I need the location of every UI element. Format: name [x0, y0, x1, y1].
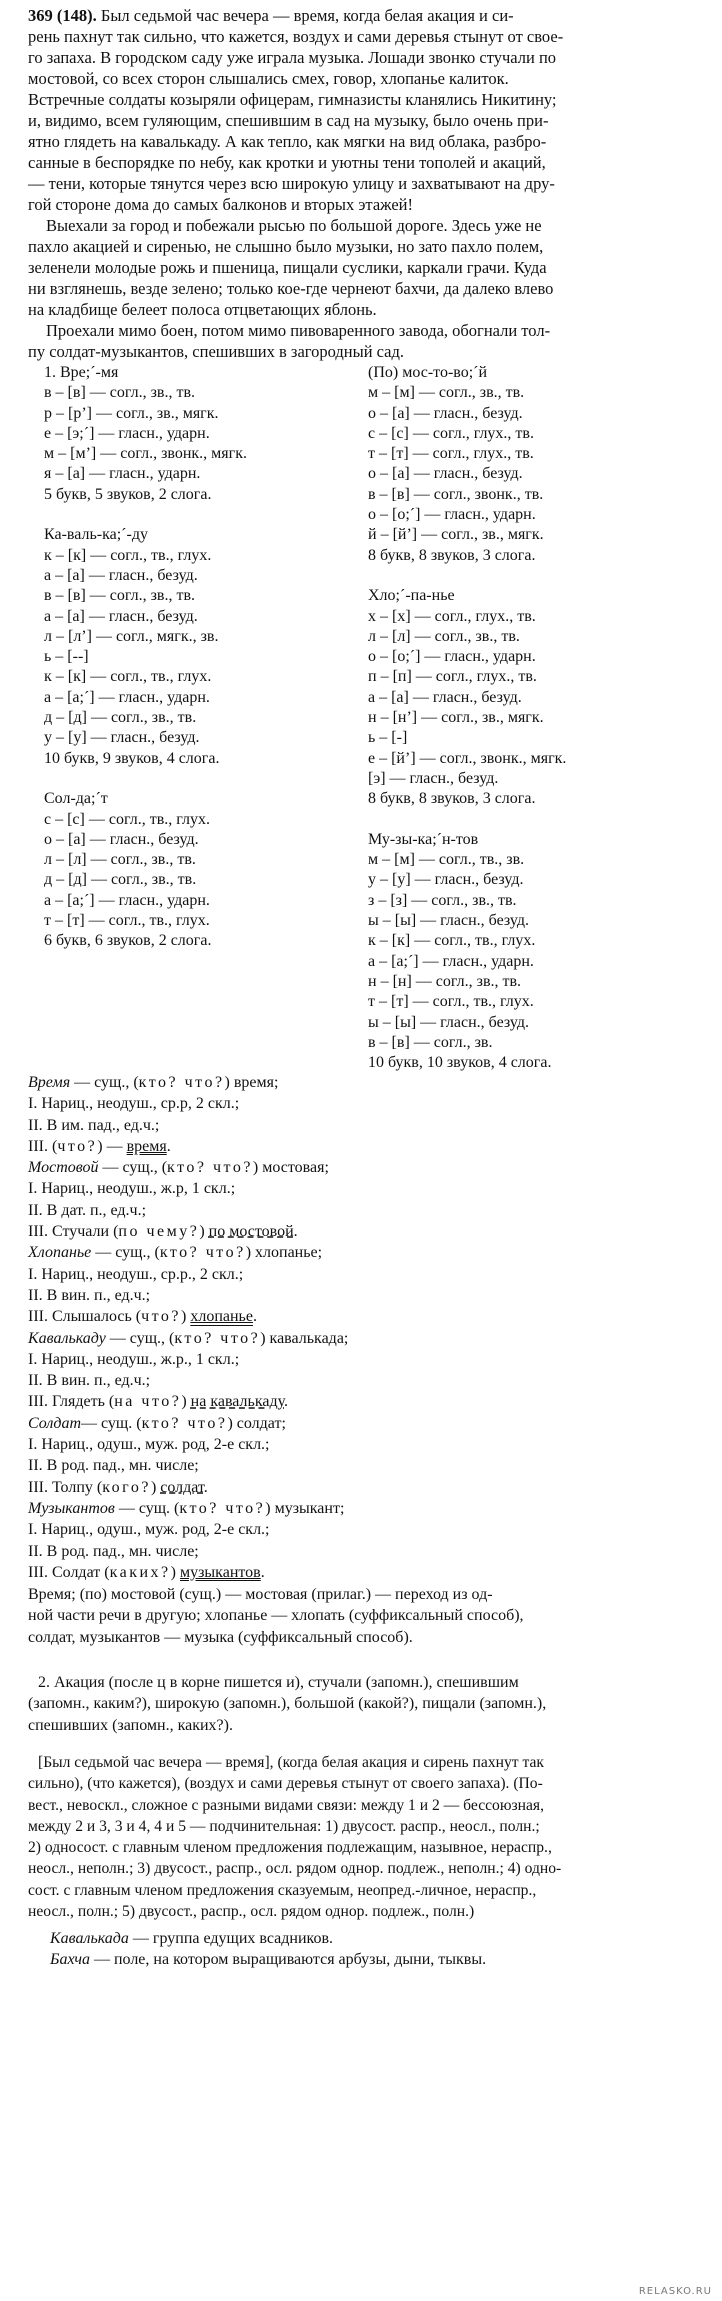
phonetic-line: 8 букв, 8 звуков, 3 слога. [368, 546, 536, 564]
text-line: солдат, музыкантов — музыка (суффиксальный способ). [28, 1628, 413, 1646]
text-line: сост. с главным членом предложения сказуемым, неопред.-личное, нераспр., [28, 1881, 537, 1899]
text-line: Проехали мимо боен, потом мимо пивоваренного завода, обогнали тол- [46, 321, 551, 340]
definition-bakhcha [50, 1949, 720, 1970]
text-line: ни взглянешь, везде зелено; только кое-где чернеют бахчи, да далеко влево [28, 279, 554, 298]
morph-word: Хлопанье [28, 1244, 92, 1262]
morph-text: — сущ. ( [114, 1499, 180, 1517]
phonetic-line: р – [р’] — согл., зв., мягк. [44, 404, 219, 422]
phonetic-line: Му-зы-ка;´н-тов [368, 830, 479, 848]
phonetic-line: д – [д] — согл., зв., тв. [44, 709, 197, 727]
phonetic-line: 10 букв, 10 звуков, 4 слога. [368, 1054, 552, 1072]
morph-text: ) [181, 1393, 191, 1411]
phonetic-line [368, 810, 698, 830]
morph-text: ) [170, 1563, 180, 1581]
morphology-section [28, 1072, 698, 1583]
morph-text: — сущ., ( [70, 1074, 139, 1091]
text-line: и, видимо, всем гуляющим, спешившим в сад на музыку, было очень при- [28, 111, 549, 130]
phonetic-line: у – [у] — гласн., безуд. [44, 729, 200, 747]
phonetic-line: я – [а] — гласн., ударн. [44, 465, 201, 483]
phonetic-line: 1. Вре;´-мя [44, 364, 119, 381]
phonetic-line: е – [й’] — согл., звонк., мягк. [368, 749, 567, 767]
morph-word: Кавалькаду [28, 1329, 106, 1347]
phonetic-line: т – [т] — согл., глух., тв. [368, 445, 534, 463]
morph-line: II. В род. пад., мн. числе; [28, 1542, 199, 1560]
morph-question: кого? [102, 1478, 151, 1496]
phonetic-line: ы – [ы] — гласн., безуд. [368, 1013, 529, 1031]
morph-text: III. ( [28, 1137, 58, 1155]
morph-line: I. Нариц., неодуш., ж.р, 1 скл.; [28, 1180, 236, 1198]
morph-word-khlopanie [28, 1242, 698, 1263]
phonetic-line: с – [с] — согл., тв., глух. [44, 810, 210, 828]
phonetic-line: а – [а;´] — гласн., ударн. [44, 688, 210, 706]
morph-word: Время [28, 1074, 71, 1091]
morph-underlined: музыкантов [179, 1563, 261, 1581]
morph-underlined: по мостовой [208, 1223, 294, 1241]
phonetic-line: д – [д] — согл., зв., тв. [44, 871, 197, 889]
morph-line: I. Нариц., одуш., муж. род, 2-е скл.; [28, 1521, 270, 1539]
text-line: зеленели молодые рожь и пшеница, пищали суслики, каркали грачи. Куда [28, 258, 547, 277]
phonetic-line: 10 букв, 9 звуков, 4 слога. [44, 749, 220, 767]
morph-line: II. В вин. п., ед.ч.; [28, 1372, 151, 1390]
morph-text: . [284, 1393, 288, 1411]
morph-text: ) [199, 1223, 209, 1241]
text-line: — тени, которые тянутся через всю широкую улицу и захватывают на дру- [28, 174, 555, 193]
text-line [28, 5, 694, 26]
morph-word: Солдат [28, 1414, 82, 1432]
phonetic-line: з – [з] — согл., зв., тв. [368, 891, 517, 909]
morph-text: III. Толпу ( [28, 1478, 103, 1496]
phonetic-line: й – [й’] — согл., зв., мягк. [368, 526, 544, 544]
text-line: между 2 и 3, 3 и 4, 4 и 5 — подчинительная: 1) двусост. распр., неосл., полн.; [28, 1817, 540, 1835]
morph-text: — сущ., ( [91, 1244, 160, 1262]
text-line: пахло акацией и сиренью, не слышно было музыки, но зато пахло полем, [28, 237, 544, 256]
derivation-section [28, 1584, 694, 1648]
morph-question: кто? что? [174, 1329, 261, 1347]
morph-line: II. В дат. п., ед.ч.; [28, 1201, 147, 1219]
phonetic-line: ь – [-] [368, 729, 408, 747]
morph-underlined: время [126, 1137, 167, 1155]
morph-text: — сущ., ( [98, 1159, 168, 1177]
text-line: рень пахнут так сильно, что кажется, воздух и сами деревья стынут от свое- [28, 27, 564, 46]
phonetic-line: л – [л’] — согл., мягк., зв. [44, 627, 219, 645]
phonetic-line: ы – [ы] — гласн., безуд. [368, 912, 529, 930]
morph-question: кто? что? [159, 1244, 246, 1262]
phonetic-line: в – [в] — согл., зв., тв. [44, 384, 196, 402]
morph-underlined: на кавалькаду [190, 1393, 284, 1411]
watermark: RELASKO.RU [638, 2286, 712, 2297]
phonetic-line: к – [к] — согл., тв., глух. [44, 668, 212, 686]
text-line: ятно глядеть на кавалькаду. А как тепло, как мягки на вид облака, разбро- [28, 132, 547, 151]
morph-line: II. В им. пад., ед.ч.; [28, 1116, 160, 1134]
phonetic-line: х – [х] — согл., глух., тв. [368, 607, 536, 625]
phonetic-line: т – [т] — согл., тв., глух. [44, 912, 210, 930]
morph-text: III. Слышалось ( [28, 1308, 142, 1326]
morph-line [28, 1306, 698, 1327]
morph-text: . [260, 1563, 265, 1581]
morph-line [28, 1221, 698, 1242]
phonetic-line: Ка-валь-ка;´-ду [44, 526, 148, 544]
phonetic-left-column [44, 363, 364, 952]
definitions [50, 1928, 720, 1971]
morph-word-soldat [28, 1413, 698, 1434]
text-line: Время; (по) мостовой (сущ.) — мостовая (прилаг.) — переход из од- [28, 1586, 493, 1603]
morph-question: что? [141, 1308, 181, 1326]
text-line: Встречные солдаты козыряли офицерам, гимназисты кланялись Никитину; [28, 90, 557, 109]
phonetic-line: о – [а] — гласн., безуд. [368, 404, 523, 422]
morph-text: III. Глядеть ( [28, 1393, 115, 1411]
morph-question: на что? [114, 1393, 182, 1411]
phonetic-line: м – [м] — согл., тв., зв. [368, 851, 525, 869]
text-line: неосл., полн.; 5) двусост., распр., осл. рядом однор. подлеж., полн.) [28, 1903, 475, 1921]
morph-text: III. Солдат ( [28, 1563, 110, 1581]
phonetic-line: 8 букв, 8 звуков, 3 слога. [368, 790, 536, 808]
morph-line [28, 1136, 698, 1157]
text-line: на кладбище белеет полоса отцветающих яблонь. [28, 300, 377, 319]
morph-text: ) хлопанье; [245, 1244, 323, 1262]
morph-text: . [293, 1223, 298, 1241]
morph-line: I. Нариц., неодуш., ср.р, 2 скл.; [28, 1095, 240, 1113]
phonetic-line: 5 букв, 5 звуков, 2 слога. [44, 485, 212, 503]
morph-text: . [203, 1478, 208, 1496]
phonetic-line: а – [а] — гласн., безуд. [44, 607, 198, 625]
morph-question: кто? что? [141, 1414, 228, 1432]
phonetic-line: ь – [--] [44, 648, 89, 666]
morph-text: ) время; [224, 1074, 279, 1091]
phonetic-line: в – [в] — согл., зв., тв. [44, 587, 196, 605]
phonetic-line: [э] — гласн., безуд. [368, 769, 499, 787]
morph-word-vremya [28, 1072, 698, 1093]
morph-line: II. В вин. п., ед.ч.; [28, 1286, 151, 1304]
phonetic-line: 6 букв, 6 звуков, 2 слога. [44, 932, 212, 950]
phonetic-line: м – [м] — согл., зв., тв. [368, 384, 525, 402]
morph-text: — сущ., ( [105, 1329, 175, 1347]
morph-question: кто? что? [167, 1159, 253, 1177]
spelling-section [28, 1672, 708, 1736]
morph-question: каких? [109, 1563, 171, 1581]
text-line: неосл., неполн.; 3) двусост., распр., осл. рядом однор. подлеж., неполн.; 4) одно- [28, 1860, 562, 1878]
morph-word: Мостовой [28, 1159, 99, 1177]
phonetic-line: л – [л] — согл., зв., тв. [44, 851, 196, 869]
morph-line [28, 1391, 698, 1412]
morph-text: III. Стучали ( [28, 1223, 119, 1241]
exercise-number: 369 (148). [28, 6, 97, 25]
phonetic-line: о – [о;´] — гласн., ударн. [368, 506, 536, 524]
text-line: мостовой, со всех сторон слышались смех, говор, хлопанье калиток. [28, 69, 509, 88]
morph-text: ) кавалькада; [260, 1329, 349, 1347]
morph-line [28, 1477, 698, 1498]
text-line: пу солдат-музыкантов, спешивших в загородный сад. [28, 342, 405, 361]
text-line: ной части речи в другую; хлопанье — хлопать (суффиксальный способ), [28, 1607, 524, 1625]
morph-text: — сущ. ( [81, 1414, 142, 1432]
phonetic-line: е – [э;´] — гласн., ударн. [44, 424, 210, 442]
morph-word-mostovoy [28, 1157, 698, 1178]
text-line: го запаха. В городском саду уже играла музыка. Лошади звонко стучали по [28, 48, 557, 67]
intro-text [28, 5, 694, 362]
morph-line: I. Нариц., одуш., муж. род, 2-е скл.; [28, 1436, 270, 1454]
phonetic-line: о – [а] — гласн., безуд. [368, 465, 523, 483]
morph-text: ) [181, 1308, 191, 1326]
morph-line [28, 1562, 698, 1583]
morph-underlined: хлопанье [190, 1308, 253, 1326]
phonetic-line [44, 505, 364, 525]
text-line: гой стороне дома до самых балконов и вторых этажей! [28, 195, 413, 214]
text-line: Выехали за город и побежали рысью по большой дороге. Здесь уже не [46, 216, 542, 235]
phonetic-line [368, 566, 698, 586]
phonetic-line: к – [к] — согл., тв., глух. [44, 546, 212, 564]
phonetic-line: н – [н] — согл., зв., тв. [368, 972, 522, 990]
phonetic-line: п – [п] — согл., глух., тв. [368, 668, 537, 686]
phonetic-line: с – [с] — согл., глух., тв. [368, 424, 534, 442]
definition-term: Бахча [50, 1951, 90, 1969]
morph-question: кто? что? [179, 1499, 266, 1517]
phonetic-line: а – [а;´] — гласн., ударн. [44, 891, 210, 909]
text-line: сильно), (что кажется), (воздух и сами деревья стынут от своего запаха). (По- [28, 1775, 543, 1793]
phonetic-line: н – [н’] — согл., зв., мягк. [368, 709, 544, 727]
morph-text: ) мостовая; [252, 1159, 329, 1177]
text-line: вест., невоскл., сложное с разными видами связи: между 1 и 2 — бессоюзная, [28, 1796, 544, 1814]
morph-text: ) — [97, 1137, 127, 1155]
phonetic-line: т – [т] — согл., тв., глух. [368, 993, 534, 1011]
morph-word-kavalkadu [28, 1328, 698, 1349]
phonetic-right-column [368, 363, 698, 1073]
morph-text: ) [150, 1478, 161, 1496]
morph-underlined: солдат [160, 1478, 204, 1496]
text-line: [Был седьмой час вечера — время], (когда белая акация и сирень пахнут так [38, 1754, 544, 1771]
phonetic-line: о – [а] — гласн., безуд. [44, 830, 199, 848]
phonetic-line: о – [о;´] — гласн., ударн. [368, 648, 536, 666]
morph-line: I. Нариц., неодуш., ср.р., 2 скл.; [28, 1265, 244, 1283]
phonetic-line: а – [а] — гласн., безуд. [368, 688, 522, 706]
phonetic-line: Хло;´-па-нье [368, 587, 455, 605]
text-line: санные в беспорядке по небу, как кротки и уютны тени тополей и акаций, [28, 153, 546, 172]
text-line: 2. Акация (после ц в корне пишется и), стучали (запомн.), спешившим [38, 1674, 519, 1691]
phonetic-line: к – [к] — согл., тв., глух. [368, 932, 536, 950]
morph-line: II. В род. пад., мн. числе; [28, 1457, 199, 1475]
phonetic-line: а – [а] — гласн., безуд. [44, 566, 198, 584]
text-line: 2) односост. с главным членом предложения подлежащим, назывное, нераспр., [28, 1839, 552, 1857]
phonetic-line: л – [л] — согл., зв., тв. [368, 627, 520, 645]
morph-text: ) музыкант; [265, 1499, 345, 1517]
definition-term: Кавалькада [50, 1930, 129, 1947]
morph-word-muzykantov [28, 1498, 698, 1519]
phonetic-line: в – [в] — согл., звонк., тв. [368, 485, 544, 503]
morph-question: что? [57, 1137, 98, 1155]
morph-word: Музыкантов [28, 1499, 115, 1517]
sentence-analysis [28, 1752, 698, 1922]
morph-question: по чему? [118, 1223, 200, 1241]
text-line: спешивших (запомн., каких?). [28, 1716, 233, 1734]
morph-line: I. Нариц., неодуш., ж.р., 1 скл.; [28, 1350, 240, 1368]
phonetic-line: у – [у] — гласн., безуд. [368, 871, 524, 889]
definition-text: — поле, на котором выращиваются арбузы, дыни, тыквы. [89, 1951, 487, 1969]
morph-text: . [252, 1308, 257, 1326]
phonetic-line: в – [в] — согл., зв. [368, 1033, 493, 1051]
morph-text: ) солдат; [227, 1414, 286, 1432]
definition-text: — группа едущих всадников. [128, 1930, 334, 1947]
phonetic-line: а – [а;´] — гласн., ударн. [368, 952, 534, 970]
phonetic-line [44, 769, 364, 789]
text-line: (запомн., каким?), широкую (запомн.), большой (какой?), пищали (запомн.), [28, 1695, 547, 1713]
definition-kavalkada [50, 1928, 720, 1949]
phonetic-line: (По) мос-то-во;´й [368, 364, 488, 381]
text-line: Был седьмой час вечера — время, когда белая акация и си- [100, 6, 514, 25]
morph-text: . [166, 1137, 171, 1155]
morph-question: кто? что? [138, 1074, 225, 1091]
phonetic-line: Сол-да;´т [44, 790, 108, 808]
phonetic-line: м – [м’] — согл., звонк., мягк. [44, 445, 247, 463]
